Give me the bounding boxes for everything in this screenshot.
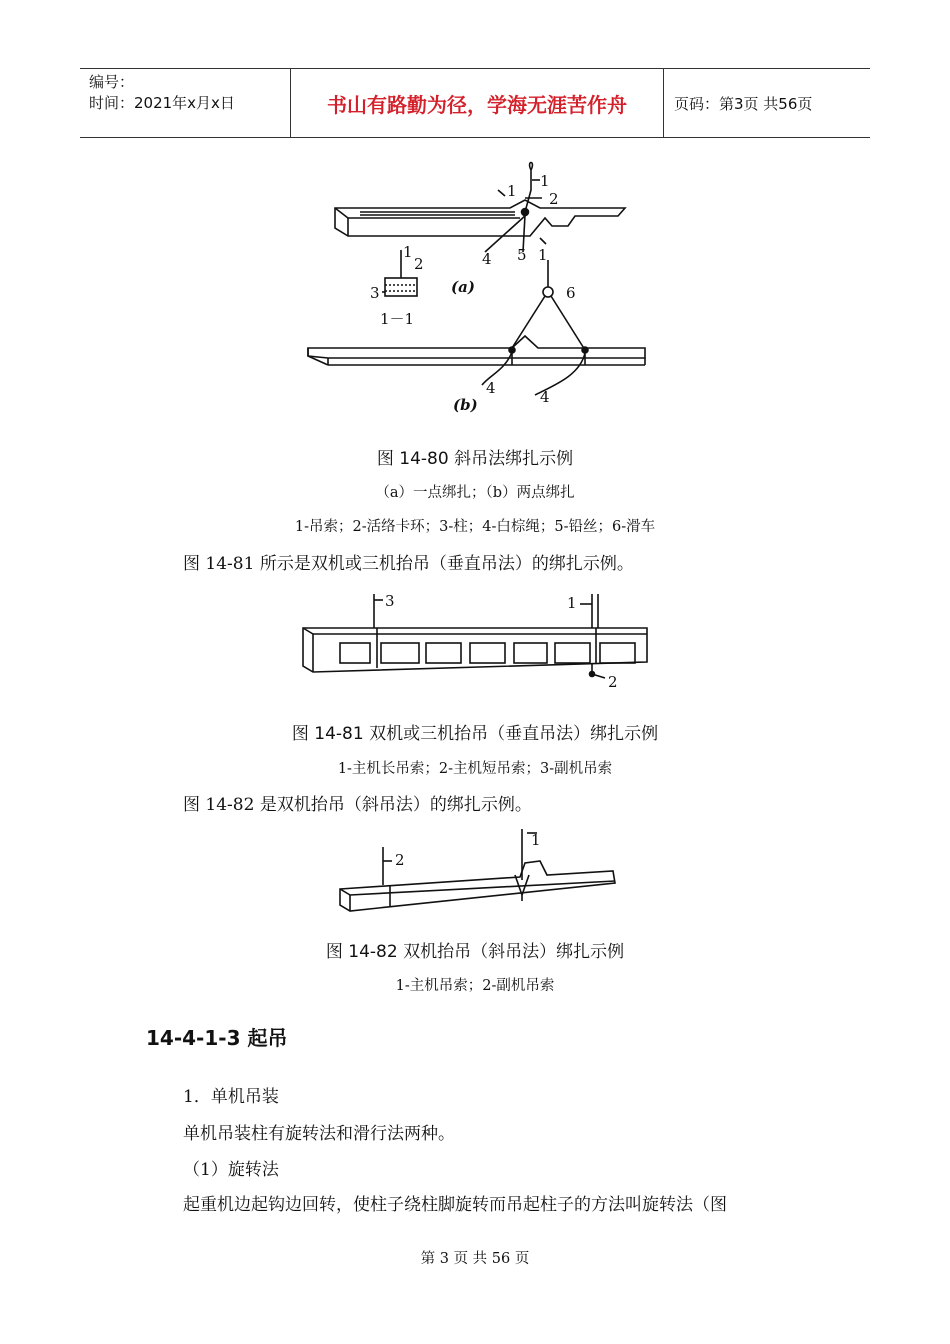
list-item-1: 1．单机吊装 [183, 1087, 279, 1107]
figure-14-80 [300, 160, 660, 420]
figure-14-80-subcaption-2: 1-吊索；2-活络卡环；3-柱；4-白棕绳；5-铅丝；6-滑车 [294, 519, 656, 535]
label-b: (b) [453, 396, 478, 414]
svg-text:6: 6 [566, 284, 576, 302]
number-label: 编号： [89, 73, 135, 91]
figure-14-81-subcaption: 1-主机长吊索；2-主机短吊索；3-副机吊索 [337, 761, 613, 777]
svg-text:4: 4 [482, 250, 492, 268]
svg-text:1: 1 [538, 246, 548, 264]
svg-text:4: 4 [540, 388, 550, 406]
svg-text:1: 1 [403, 243, 413, 261]
section-title: 14-4-1-3 起吊 [146, 1026, 288, 1050]
svg-text:2: 2 [549, 190, 559, 208]
section-label: 1－1 [380, 310, 415, 328]
figure-14-82 [335, 825, 625, 920]
list-item-rotation: （1）旋转法 [183, 1160, 279, 1180]
paragraph-rotation: 起重机边起钩边回转，使柱子绕柱脚旋转而吊起柱子的方法叫旋转法（图 [183, 1195, 727, 1215]
paragraph-fig82-intro: 图 14-82 是双机抬吊（斜吊法）的绑扎示例。 [183, 795, 532, 815]
label-a: (a) [451, 278, 475, 296]
figure-14-82-caption: 图 14-82 双机抬吊（斜吊法）绑扎示例 [325, 942, 625, 962]
page-header [80, 68, 870, 138]
svg-text:3: 3 [370, 284, 380, 302]
figure-14-82-subcaption: 1-主机吊索；2-副机吊索 [395, 978, 555, 994]
svg-text:5: 5 [517, 246, 527, 264]
header-meta [80, 69, 290, 137]
svg-text:1: 1 [507, 182, 517, 200]
figure-14-81 [295, 590, 655, 690]
svg-text:2: 2 [414, 255, 424, 273]
paragraph-single-crane: 单机吊装柱有旋转法和滑行法两种。 [183, 1124, 455, 1144]
svg-text:2: 2 [608, 673, 618, 690]
figure-14-80-caption: 图 14-80 斜吊法绑扎示例 [376, 449, 574, 469]
svg-text:3: 3 [385, 592, 395, 610]
header-motto: 书山有路勤为径，学海无涯苦作舟 [290, 69, 664, 137]
figure-14-80-subcaption-1: （a）一点绑扎；（b）两点绑扎 [375, 485, 575, 501]
header-page-label: 页码：第3页 共56页 [674, 94, 813, 113]
svg-text:1: 1 [531, 831, 541, 849]
svg-text:1: 1 [567, 594, 577, 612]
svg-text:4: 4 [486, 379, 496, 397]
paragraph-fig81-intro: 图 14-81 所示是双机或三机抬吊（垂直吊法）的绑扎示例。 [183, 554, 634, 574]
svg-text:2: 2 [395, 851, 405, 869]
svg-text:1: 1 [540, 172, 550, 190]
page-footer: 第 3 页 共 56 页 [420, 1251, 530, 1267]
time-label: 时间：2021年x月x日 [89, 94, 235, 112]
figure-14-81-caption: 图 14-81 双机或三机抬吊（垂直吊法）绑扎示例 [291, 724, 659, 744]
